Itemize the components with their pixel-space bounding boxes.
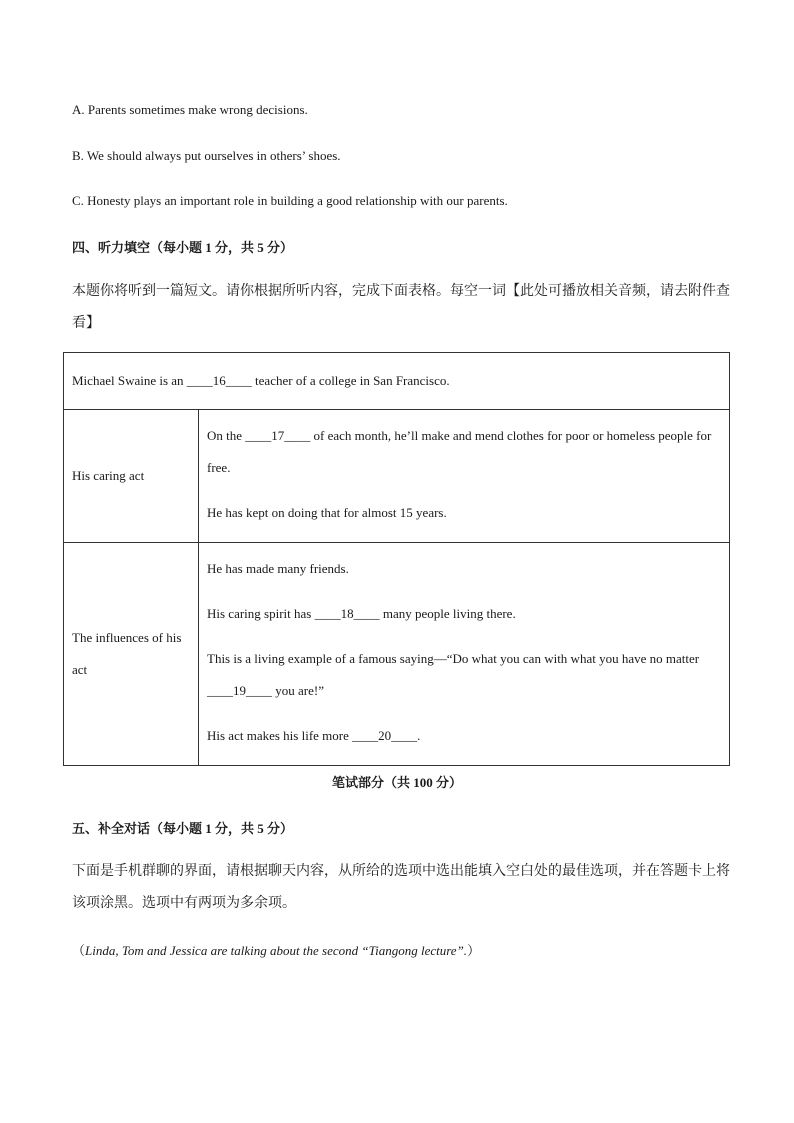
option-b: B. We should always put ourselves in others’ shoes. (72, 148, 341, 163)
caring-act-line-1: On the ____17____ of each month, he’ll make and mend clothes for poor or homeless people for free. (207, 427, 712, 475)
influences-cell (199, 543, 730, 766)
scene-note (72, 940, 480, 959)
table-row-1: Michael Swaine is an ____16____ teacher of a college in San Francisco. (64, 353, 730, 410)
influences-line-2: His caring spirit has ____18____ many people living there. (207, 605, 516, 621)
section4-heading: 四、听力填空（每小题 1 分，共 5 分） (72, 240, 294, 255)
option-a: A. Parents sometimes make wrong decisions. (72, 102, 308, 117)
caring-act-line-2: He has kept on doing that for almost 15 years. (207, 504, 447, 520)
option-c: C. Honesty plays an important role in building a good relationship with our parents. (72, 193, 508, 208)
scene-text: Linda, Tom and Jessica are talking about the second “Tiangong lecture”. (85, 943, 468, 958)
scene-open-paren: （ (72, 943, 86, 958)
section4-instruction: 本题你将听到一篇短文。请你根据所听内容，完成下面表格。每空一词【此处可播放相关音频，请去附件查看】 (72, 284, 730, 331)
section5-heading: 五、补全对话（每小题 1 分，共 5 分） (72, 821, 294, 836)
influences-line-4: His act makes his life more ____20____. (207, 727, 421, 743)
section5-instruction: 下面是手机群聊的界面，请根据聊天内容，从所给的选项中选出能填入空白处的最佳选项，并在答题卡上将该项涂黑。选项中有两项为多余项。 (72, 864, 730, 911)
influences-label: The influences of his act (64, 543, 199, 766)
caring-act-cell (199, 410, 730, 543)
influences-line-3: This is a living example of a famous saying—“Do what you can with what you have no matter ____19____ you are!” (207, 650, 700, 698)
scene-close-paren: ） (467, 943, 481, 958)
written-part-title: 笔试部分（共 100 分） (331, 775, 462, 790)
caring-act-label: His caring act (64, 410, 199, 543)
listening-table (63, 352, 730, 766)
influences-line-1: He has made many friends. (207, 560, 349, 576)
